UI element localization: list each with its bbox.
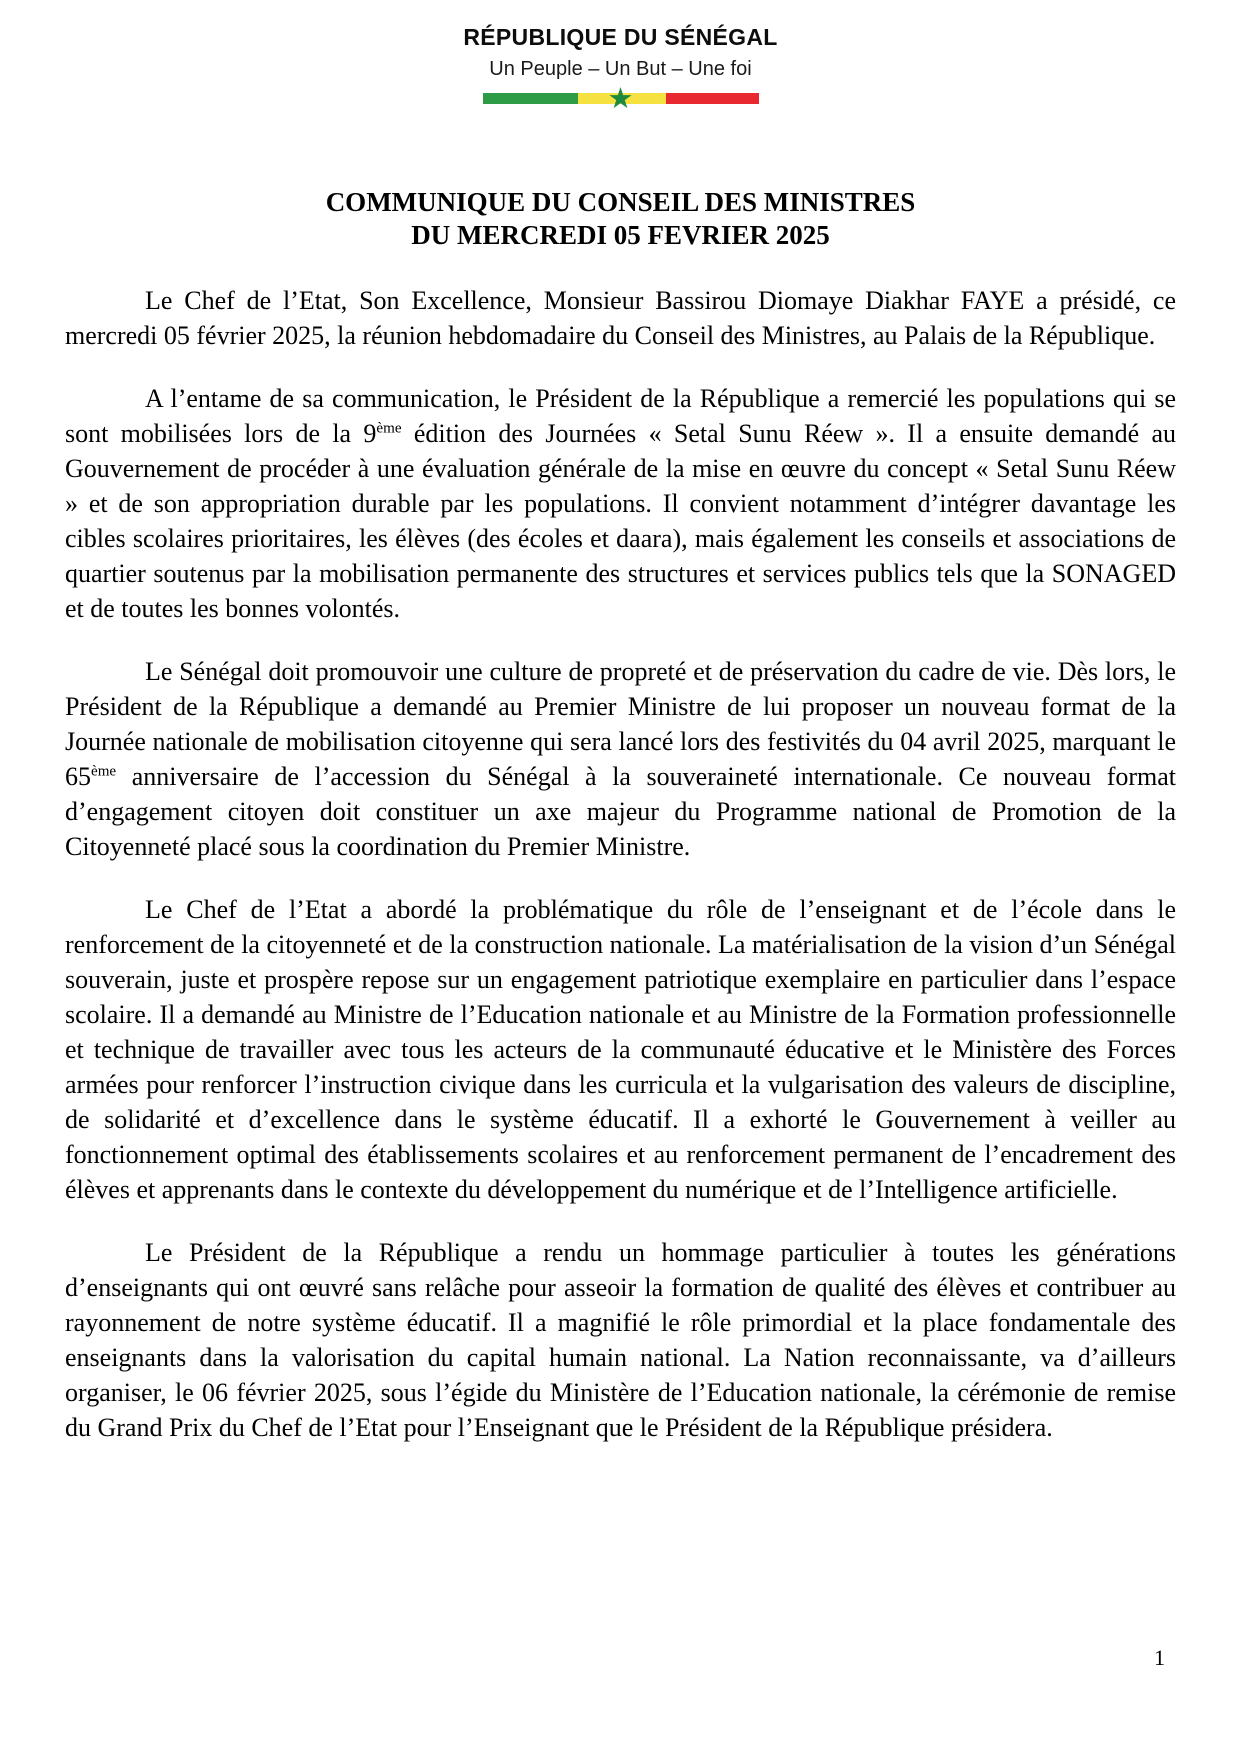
- text-run: édition des Journées « Setal Sunu Réew ». Il a ensuite demandé au Gouvernement de procéder à une évaluation générale de la mise en œuvre du concept « Setal Sunu Réew » et de son appropriation durable par les populations. Il convient notamment d’intégrer davantage les cibles scolaires prioritaires, les élèves (des écoles et daara), mais également les conseils et associations de quartier soutenus par la mobilisation permanente des structures et services publics tels que la SONAGED et de toutes les bonnes volontés.: [65, 419, 1176, 623]
- ordinal-superscript: ème: [91, 763, 117, 780]
- flag-red-band: [666, 93, 759, 104]
- paragraph: [65, 381, 1176, 626]
- text-run: Le Chef de l’Etat a abordé la problématique du rôle de l’enseignant et de l’école dans le renforcement de la citoyenneté et de la construction nationale. La matérialisation de la vision d’un Sénégal souverain, juste et prospère repose sur un engagement patriotique exemplaire en particulier dans l’espace scolaire. Il a demandé au Ministre de l’Education nationale et au Ministre de la Formation professionnelle et technique de travailler avec tous les acteurs de la communauté éducative et le Ministère des Forces armées pour renforcer l’instruction civique dans les curricula et la vulgarisation des valeurs de discipline, de solidarité et d’excellence dans le système éducatif. Il a exhorté le Gouvernement à veiller au fonctionnement optimal des établissements scolaires et au renforcement permanent de l’encadrement des élèves et apprenants dans le contexte du développement du numérique et de l’Intelligence artificielle.: [65, 895, 1176, 1204]
- document-body: [65, 283, 1176, 1445]
- document-title-line2: DU MERCREDI 05 FEVRIER 2025: [411, 220, 830, 250]
- letterhead-country: RÉPUBLIQUE DU SÉNÉGAL: [463, 24, 778, 50]
- document-title: [0, 186, 1241, 252]
- text-run: anniversaire de l’accession du Sénégal à la souveraineté internationale. Ce nouveau format d’engagement citoyen doit constituer un axe majeur du Programme national de Promotion de la Citoyenneté placé sous la coordination du Premier Ministre.: [65, 762, 1176, 861]
- senegal-flag-bar: [483, 80, 759, 115]
- text-run: Le Sénégal doit promouvoir une culture de propreté et de préservation du cadre de vie. Dès lors, le Président de la République a demandé au Premier Ministre de lui proposer un nouveau format de la Journée nationale de mobilisation citoyenne qui sera lancé lors des festivités du 04 avril 2025, marquant le 65: [65, 657, 1176, 791]
- page-number: 1: [1154, 1645, 1165, 1670]
- text-run: A l’entame de sa communication, le Président de la République a remercié les populations qui se sont mobilisées lors de la 9: [65, 384, 1176, 448]
- text-run: Le Président de la République a rendu un hommage particulier à toutes les générations d’enseignants qui ont œuvré sans relâche pour asseoir la formation de qualité des élèves et contribuer au rayonnement de notre système éducatif. Il a magnifié le rôle primordial et la place fondamentale des enseignants dans la valorisation du capital humain national. La Nation reconnaissante, va d’ailleurs organiser, le 06 février 2025, sous l’égide du Ministère de l’Education nationale, la cérémonie de remise du Grand Prix du Chef de l’Etat pour l’Enseignant que le Président de la République présidera.: [65, 1238, 1176, 1442]
- flag-star-icon: ★: [607, 80, 634, 115]
- paragraph: [65, 1235, 1176, 1445]
- text-run: Le Chef de l’Etat, Son Excellence, Monsieur Bassirou Diomaye Diakhar FAYE a présidé, ce mercredi 05 février 2025, la réunion hebdomadaire du Conseil des Ministres, au Palais de la République.: [65, 286, 1176, 350]
- ordinal-superscript: ème: [376, 420, 402, 437]
- document-title-line1: COMMUNIQUE DU CONSEIL DES MINISTRES: [325, 187, 916, 217]
- paragraph: [65, 283, 1176, 353]
- letterhead: [0, 24, 1241, 115]
- paragraph: [65, 654, 1176, 864]
- paragraph: [65, 892, 1176, 1207]
- flag-green-band: [483, 93, 578, 104]
- letterhead-motto: Un Peuple – Un But – Une foi: [489, 58, 752, 80]
